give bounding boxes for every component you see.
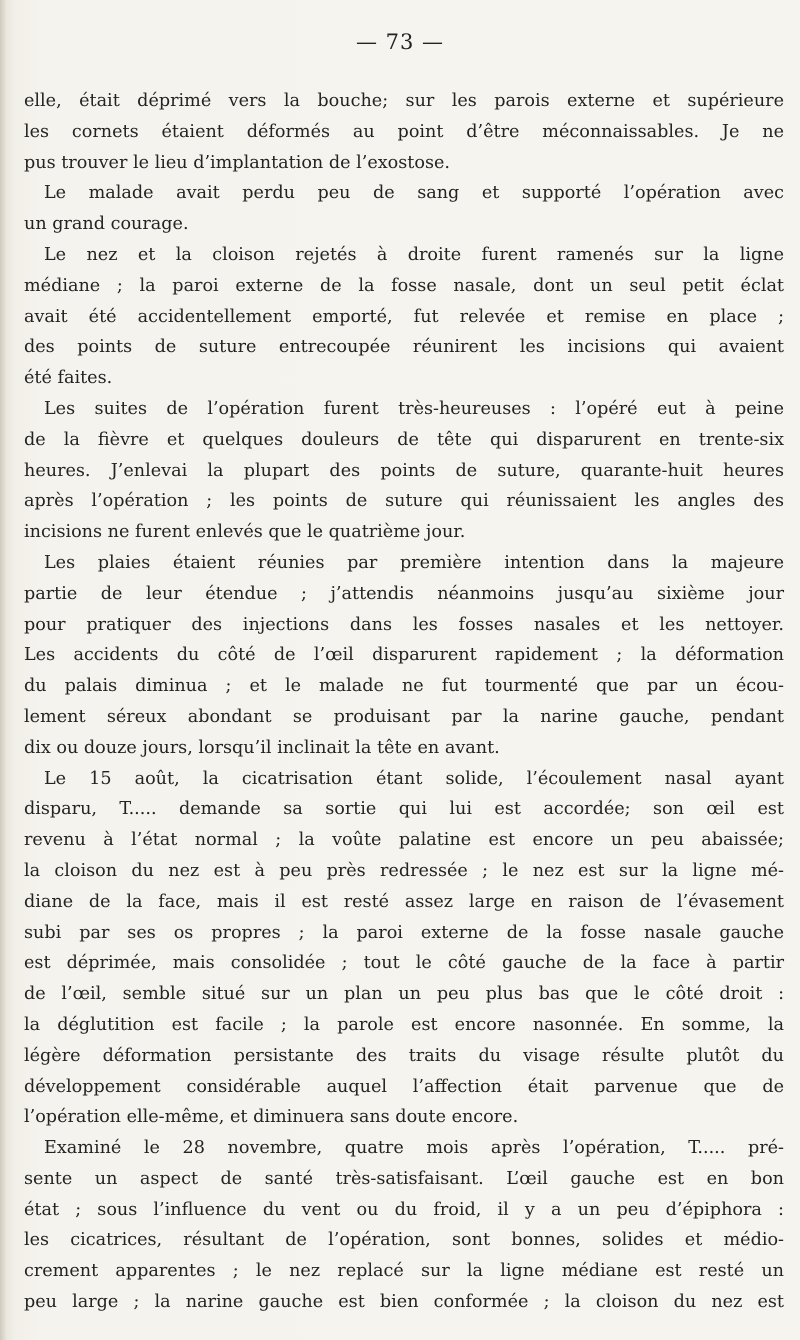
text-line: Les suites de l’opération furent très-heureuses : l’opéré eut à peine [44, 398, 784, 419]
text-line: les cornets étaient déformés au point d’être méconnaissables. Je ne [24, 121, 784, 142]
text-line: Les accidents du côté de l’œil disparurent rapidement ; la déformation [24, 645, 784, 666]
text-line: elle, était déprimé vers la bouche; sur les parois externe et supérieure [24, 91, 784, 111]
text-line: Le 15 août, la cicatrisation étant solide, l’écoulement nasal ayant [44, 768, 784, 789]
text-line: état ; sous l’influence du vent ou du froid, il y a un peu d’épiphora : [24, 1199, 784, 1220]
text-line: pus trouver le lieu d’implantation de l’exostose. [24, 152, 450, 173]
text-line: de l’œil, semble situé sur un plan un peu plus bas que le côté droit : [24, 984, 784, 1005]
page-number: — 73 — [355, 30, 445, 54]
text-line: Le nez et la cloison rejetés à droite furent ramenés sur la ligne [44, 244, 784, 265]
text-line: subi par ses os propres ; la paroi externe de la fosse nasale gauche [24, 922, 784, 943]
text-line: Examiné le 28 novembre, quatre mois après l’opération, T..... pré- [44, 1138, 784, 1159]
page-binding-edge [0, 0, 6, 1340]
text-line: dix ou douze jours, lorsqu’il inclinait la tête en avant. [24, 737, 500, 758]
text-line: développement considérable auquel l’affection était parvenue que de [24, 1076, 784, 1097]
text-line: un grand courage. [24, 214, 189, 235]
text-line: pour pratiquer des injections dans les fosses nasales et les nettoyer. [24, 614, 784, 635]
text-line: revenu à l’état normal ; la voûte palatine est encore un peu abaissée; [24, 830, 784, 851]
text-line: du palais diminua ; et le malade ne fut tourmenté que par un écou- [24, 676, 784, 697]
text-line: des points de suture entrecoupée réunirent les incisions qui avaient [24, 337, 784, 358]
text-line: disparu, T..... demande sa sortie qui lui est accordée; son œil est [24, 799, 784, 820]
text-line: est déprimée, mais consolidée ; tout le côté gauche de la face à partir [24, 953, 784, 974]
body-text [24, 86, 784, 1318]
text-line: heures. J’enlevai la plupart des points de suture, quarante-huit heures [24, 460, 784, 481]
text-line: après l’opération ; les points de suture qui réunissaient les angles des [24, 491, 784, 512]
text-line: avait été accidentellement emporté, fut relevée et remise en place ; [24, 306, 784, 327]
text-line: Le malade avait perdu peu de sang et supporté l’opération avec [44, 183, 784, 204]
text-line: lement séreux abondant se produisant par la narine gauche, pendant [24, 706, 784, 727]
text-line: été faites. [24, 368, 113, 389]
text-line: médiane ; la paroi externe de la fosse nasale, dont un seul petit éclat [24, 275, 784, 296]
text-line: partie de leur étendue ; j’attendis néanmoins jusqu’au sixième jour [24, 583, 784, 604]
text-line: les cicatrices, résultant de l’opération, sont bonnes, solides et médio- [24, 1230, 784, 1251]
text-line: légère déformation persistante des traits du visage résulte plutôt du [24, 1045, 784, 1066]
text-line: incisions ne furent enlevés que le quatrième jour. [24, 522, 466, 543]
text-line: la cloison du nez est à peu près redressée ; le nez est sur la ligne mé- [24, 860, 784, 881]
text-line: diane de la face, mais il est resté assez large en raison de l’évasement [24, 891, 784, 912]
text-line: peu large ; la narine gauche est bien conformée ; la cloison du nez est [24, 1292, 784, 1313]
text-line: sente un aspect de santé très-satisfaisant. L’œil gauche est en bon [24, 1168, 784, 1189]
text-line: l’opération elle-même, et diminuera sans doute encore. [24, 1107, 519, 1128]
text-line: Les plaies étaient réunies par première intention dans la majeure [44, 552, 784, 573]
text-line: la déglutition est facile ; la parole est encore nasonnée. En somme, la [24, 1014, 784, 1035]
text-line: crement apparentes ; le nez replacé sur la ligne médiane est resté un [24, 1261, 784, 1282]
text-line: de la fièvre et quelques douleurs de tête qui disparurent en trente-six [24, 429, 784, 450]
